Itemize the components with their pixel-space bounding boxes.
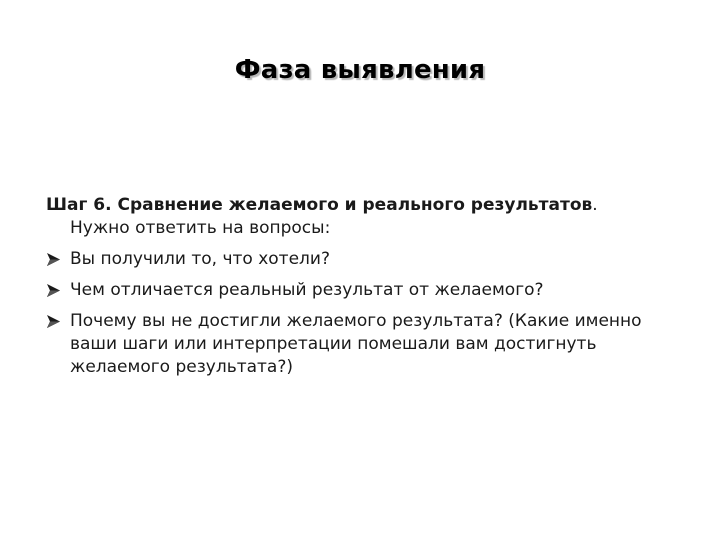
step-paragraph	[46, 194, 658, 240]
arrow-bullet-icon	[46, 283, 61, 298]
slide-body	[46, 194, 658, 387]
arrow-bullet-icon	[46, 314, 61, 329]
question-list	[46, 248, 658, 379]
list-item	[46, 248, 658, 271]
step-heading: Шаг 6. Сравнение желаемого и реального результатов	[46, 195, 593, 215]
list-item-text: Почему вы не достигли желаемого результата? (Какие именно ваши шаги или интерпретации помешали вам достигнуть желаемого результата?)	[70, 311, 642, 377]
list-item-text: Чем отличается реальный результат от желаемого?	[70, 280, 544, 300]
arrow-bullet-icon	[46, 252, 61, 267]
list-item	[46, 279, 658, 302]
step-text: . Нужно ответить на вопросы:	[70, 195, 598, 238]
list-item-text: Вы получили то, что хотели?	[70, 249, 330, 269]
list-item	[46, 310, 658, 379]
slide-title: Фаза выявления	[234, 55, 486, 85]
